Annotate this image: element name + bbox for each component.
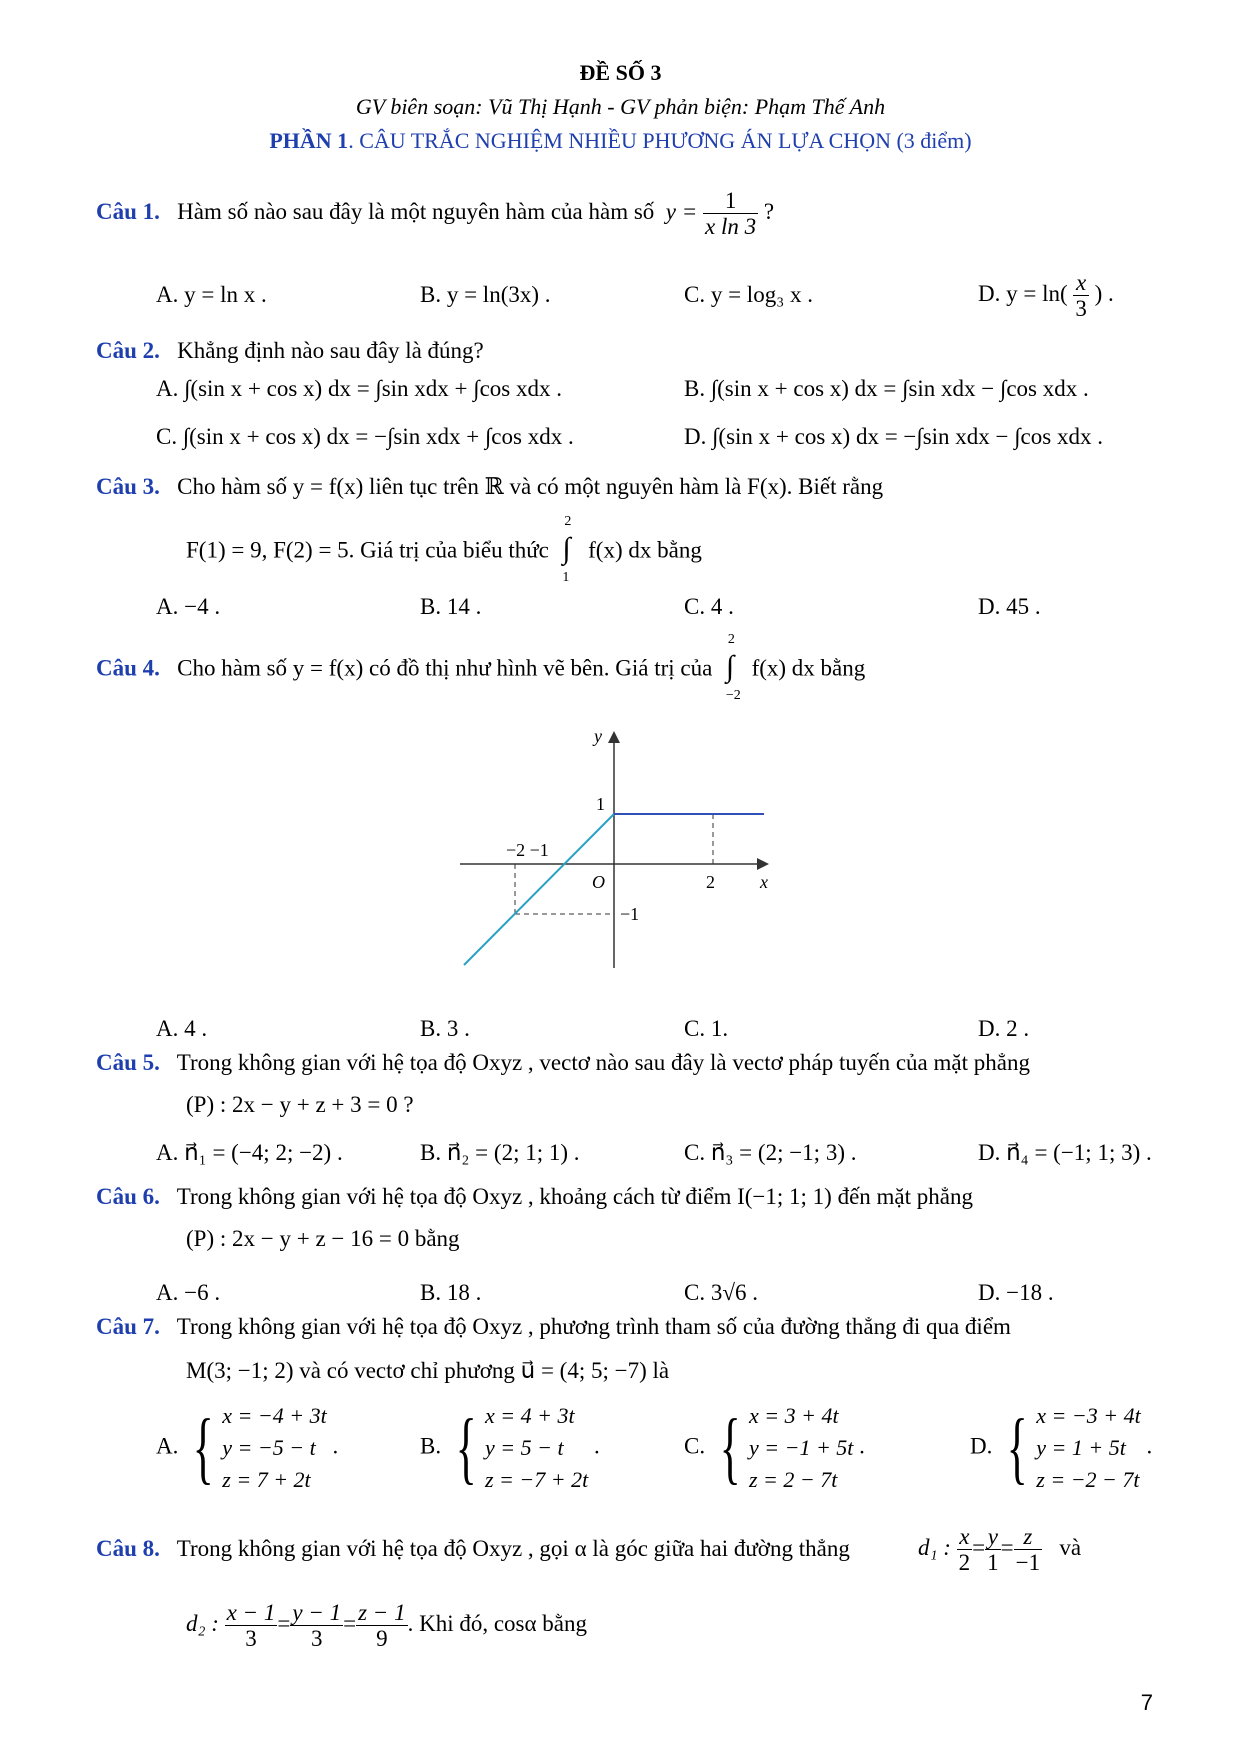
q6-option-a: A. −6 . xyxy=(156,1280,221,1305)
and-word: và xyxy=(1059,1535,1082,1561)
q4-option-d: D. 2 . xyxy=(978,1016,1030,1041)
brace-icon: { xyxy=(1006,1404,1028,1492)
tick-label-y1: 1 xyxy=(596,794,605,814)
option-tail: . xyxy=(593,1433,600,1459)
frac-den: 9 xyxy=(376,1626,388,1652)
integral-upper: 2 xyxy=(564,514,572,529)
page-number: 7 xyxy=(1140,1690,1153,1715)
equation-z: z = 2 − 7t xyxy=(749,1467,838,1492)
q5-option-d: D. n⃗₄ = (−1; 1; 3) . xyxy=(978,1140,1152,1165)
question-text: Khẳng định nào sau đây là đúng? xyxy=(177,338,484,363)
equation-system xyxy=(1036,1400,1140,1496)
frac-den: −1 xyxy=(1015,1550,1041,1576)
y-axis-label: y xyxy=(594,726,602,746)
frac-num: x xyxy=(1073,270,1089,296)
tick-label-xneg: −2 −1 xyxy=(506,840,549,860)
frac-num: x xyxy=(957,1524,973,1550)
question-5 xyxy=(96,1050,1030,1076)
equation-y: y = −5 − t xyxy=(222,1435,316,1460)
exam-title: ĐỀ SỐ 3 xyxy=(579,60,662,85)
frac-den: 3 xyxy=(1075,296,1087,322)
fraction xyxy=(703,188,758,240)
equation-y: y = −1 + 5t xyxy=(749,1435,854,1460)
equation-y: y = 1 + 5t xyxy=(1036,1435,1126,1460)
q5-option-c: C. n⃗₃ = (2; −1; 3) . xyxy=(684,1140,857,1165)
question-label: Câu 5. xyxy=(96,1050,160,1075)
q2-option-c: C. ∫(sin x + cos x) dx = −∫sin xdx + ∫cos xdx . xyxy=(156,424,574,449)
equation-x: x = 4 + 3t xyxy=(485,1403,575,1428)
integral-symbol: ∫ xyxy=(725,650,735,683)
question-label: Câu 1. xyxy=(96,199,160,225)
question-text: Trong không gian với hệ tọa độ Oxyz , gọi α là góc giữa hai đường thẳng xyxy=(176,1536,850,1561)
frac-den: x ln 3 xyxy=(705,214,757,240)
q7-option-a xyxy=(156,1400,338,1496)
equation-z: z = −2 − 7t xyxy=(1036,1467,1140,1492)
equation-y: y = 5 − t xyxy=(485,1435,564,1460)
equation-system xyxy=(485,1400,588,1496)
fraction xyxy=(957,1524,973,1576)
question-7 xyxy=(96,1314,1011,1340)
integral-sign xyxy=(560,514,582,585)
line-d2: d₂ : $\frac{x - 1}{3}$ = $\frac{y - 1}{3}$ = $\frac{z - 1}{9}$ . Khi đó, cosα bằng xyxy=(186,1600,587,1652)
question-label: Câu 3. xyxy=(96,474,160,499)
equation-x: x = −3 + 4t xyxy=(1036,1403,1141,1428)
question-2 xyxy=(96,338,484,364)
section-heading xyxy=(0,128,1241,154)
question-label: Câu 4. xyxy=(96,655,160,681)
line-d1: d₁ : $\frac{x}{2}$ = $\frac{y}{1}$ = $\frac{z}{-1}$ và xyxy=(918,1524,1082,1576)
brace-icon: { xyxy=(719,1404,741,1492)
question-label: Câu 7. xyxy=(96,1314,160,1339)
question-text: Hàm số nào sau đây là một nguyên hàm của hàm số xyxy=(177,199,655,225)
frac-num: y xyxy=(985,1524,1001,1550)
fraction xyxy=(1073,270,1089,322)
question-text: Trong không gian với hệ tọa độ Oxyz , vectơ nào sau đây là vectơ pháp tuyến của mặt phẳng xyxy=(176,1050,1030,1075)
fraction xyxy=(985,1524,1001,1576)
equation-z: z = −7 + 2t xyxy=(485,1467,589,1492)
q2-option-d: D. ∫(sin x + cos x) dx = −∫sin xdx − ∫cos xdx . xyxy=(684,424,1103,449)
question-6-line2: (P) : 2x − y + z − 16 = 0 bằng xyxy=(186,1226,460,1251)
option-tail: . xyxy=(332,1433,339,1459)
question-text: Cho hàm số y = f(x) có đồ thị như hình vẽ bên. Giá trị của xyxy=(177,655,713,681)
frac-num: x − 1 xyxy=(226,1600,276,1625)
frac-den: 2 xyxy=(958,1550,971,1576)
q7-option-b xyxy=(420,1400,600,1496)
tick-label-x2: 2 xyxy=(706,872,715,892)
q3-option-b: B. 14 . xyxy=(420,594,482,619)
question-1 xyxy=(96,188,774,240)
question-7-line2: M(3; −1; 2) và có vectơ chỉ phương u⃗ = (4; 5; −7) là xyxy=(186,1358,670,1383)
equation-x: x = 3 + 4t xyxy=(749,1403,839,1428)
option-tail: . xyxy=(859,1433,865,1459)
q6-option-c: C. 3√6 . xyxy=(684,1280,758,1305)
frac-num: z − 1 xyxy=(358,1600,406,1625)
fraction xyxy=(356,1600,407,1652)
question-6 xyxy=(96,1184,973,1210)
q7-option-d xyxy=(970,1400,1152,1496)
question-text: F(1) = 9, F(2) = 5. Giá trị của biểu thức xyxy=(186,537,549,563)
section-heading-bold: PHẦN 1 xyxy=(269,128,349,153)
brace-icon: { xyxy=(455,1404,477,1492)
integral-lower: −2 xyxy=(725,688,741,703)
q1-option-d xyxy=(978,270,1114,322)
question-text: Trong không gian với hệ tọa độ Oxyz , phương trình tham số của đường thẳng đi qua điểm xyxy=(176,1314,1011,1339)
tick-label-ym1: −1 xyxy=(620,904,640,924)
q1-option-a: A. y = ln x . xyxy=(156,282,267,307)
frac-den: 1 xyxy=(987,1550,999,1576)
fraction xyxy=(225,1600,278,1652)
integral-lower: 1 xyxy=(562,570,570,585)
integral-sign xyxy=(724,632,746,703)
equation-system xyxy=(749,1400,853,1496)
frac-den: 3 xyxy=(310,1626,323,1652)
frac-num: z xyxy=(1014,1524,1042,1550)
equation-system xyxy=(222,1400,326,1496)
expr-lhs: y = xyxy=(665,199,698,225)
q1-option-b: B. y = ln(3x) . xyxy=(420,282,551,307)
q2-option-a: A. ∫(sin x + cos x) dx = ∫sin xdx + ∫cos xdx . xyxy=(156,376,562,401)
option-label: D. xyxy=(970,1433,993,1459)
question-text-tail: f(x) dx bằng xyxy=(751,655,866,681)
function-graph xyxy=(460,720,780,980)
integral-upper: 2 xyxy=(727,632,735,647)
question-label: Câu 6. xyxy=(96,1184,160,1209)
origin-label: O xyxy=(592,872,605,892)
question-3 xyxy=(96,474,883,500)
q5-option-b: B. n⃗₂ = (2; 1; 1) . xyxy=(420,1140,580,1165)
option-label: B. xyxy=(420,1433,442,1459)
q3-option-c: C. 4 . xyxy=(684,594,734,619)
q4-option-b: B. 3 . xyxy=(420,1016,470,1041)
brace-icon: { xyxy=(192,1404,214,1492)
q3-option-a: A. −4 . xyxy=(156,594,221,619)
x-axis-label: x xyxy=(760,872,768,892)
authors-line: GV biên soạn: Vũ Thị Hạnh - GV phản biện: Phạm Thế Anh xyxy=(355,94,886,119)
section-heading-rest: . CÂU TRẮC NGHIỆM NHIỀU PHƯƠNG ÁN LỰA CHỌN (3 điểm) xyxy=(348,128,972,153)
option-d-post: ) . xyxy=(1094,281,1114,307)
equation-z: z = 7 + 2t xyxy=(222,1467,311,1492)
question-8 xyxy=(96,1536,850,1562)
question-label: Câu 2. xyxy=(96,338,160,363)
q1-option-c: C. y = log₃ x . xyxy=(684,282,813,307)
d1-lhs: d₁ : xyxy=(918,1535,951,1561)
frac-den: 3 xyxy=(245,1626,257,1652)
option-label: C. xyxy=(684,1433,706,1459)
question-4 xyxy=(96,632,866,703)
q3-option-d: D. 45 . xyxy=(978,594,1041,619)
q4-option-a: A. 4 . xyxy=(156,1016,208,1041)
equation-x: x = −4 + 3t xyxy=(222,1403,327,1428)
question-3-line2 xyxy=(186,514,702,585)
question-5-line2: (P) : 2x − y + z + 3 = 0 ? xyxy=(186,1092,414,1117)
expr-tail: ? xyxy=(763,199,775,225)
option-label: A. xyxy=(156,1433,179,1459)
q2-option-b: B. ∫(sin x + cos x) dx = ∫sin xdx − ∫cos xdx . xyxy=(684,376,1089,401)
option-tail: . xyxy=(1146,1433,1153,1459)
question-label: Câu 8. xyxy=(96,1536,160,1561)
d2-lhs: d₂ : xyxy=(186,1611,219,1637)
question-text-tail: f(x) dx bằng xyxy=(588,537,702,563)
frac-num: 1 xyxy=(703,188,758,214)
q7-option-c xyxy=(684,1400,865,1496)
question-text: Cho hàm số y = f(x) liên tục trên ℝ và có một nguyên hàm là F(x). Biết rằng xyxy=(177,474,884,499)
question-text-tail: . Khi đó, cosα bằng xyxy=(407,1611,587,1637)
option-d-pre: D. y = ln( xyxy=(978,281,1068,307)
frac-num: y − 1 xyxy=(292,1600,342,1625)
q5-option-a: A. n⃗₁ = (−4; 2; −2) . xyxy=(156,1140,343,1165)
integral-symbol: ∫ xyxy=(562,532,571,565)
question-text: Trong không gian với hệ tọa độ Oxyz , khoảng cách từ điểm I(−1; 1; 1) đến mặt phẳng xyxy=(176,1184,973,1209)
q4-option-c: C. 1. xyxy=(684,1016,729,1041)
fraction xyxy=(290,1600,343,1652)
q6-option-b: B. 18 . xyxy=(420,1280,482,1305)
q6-option-d: D. −18 . xyxy=(978,1280,1054,1305)
fraction xyxy=(1014,1524,1042,1576)
